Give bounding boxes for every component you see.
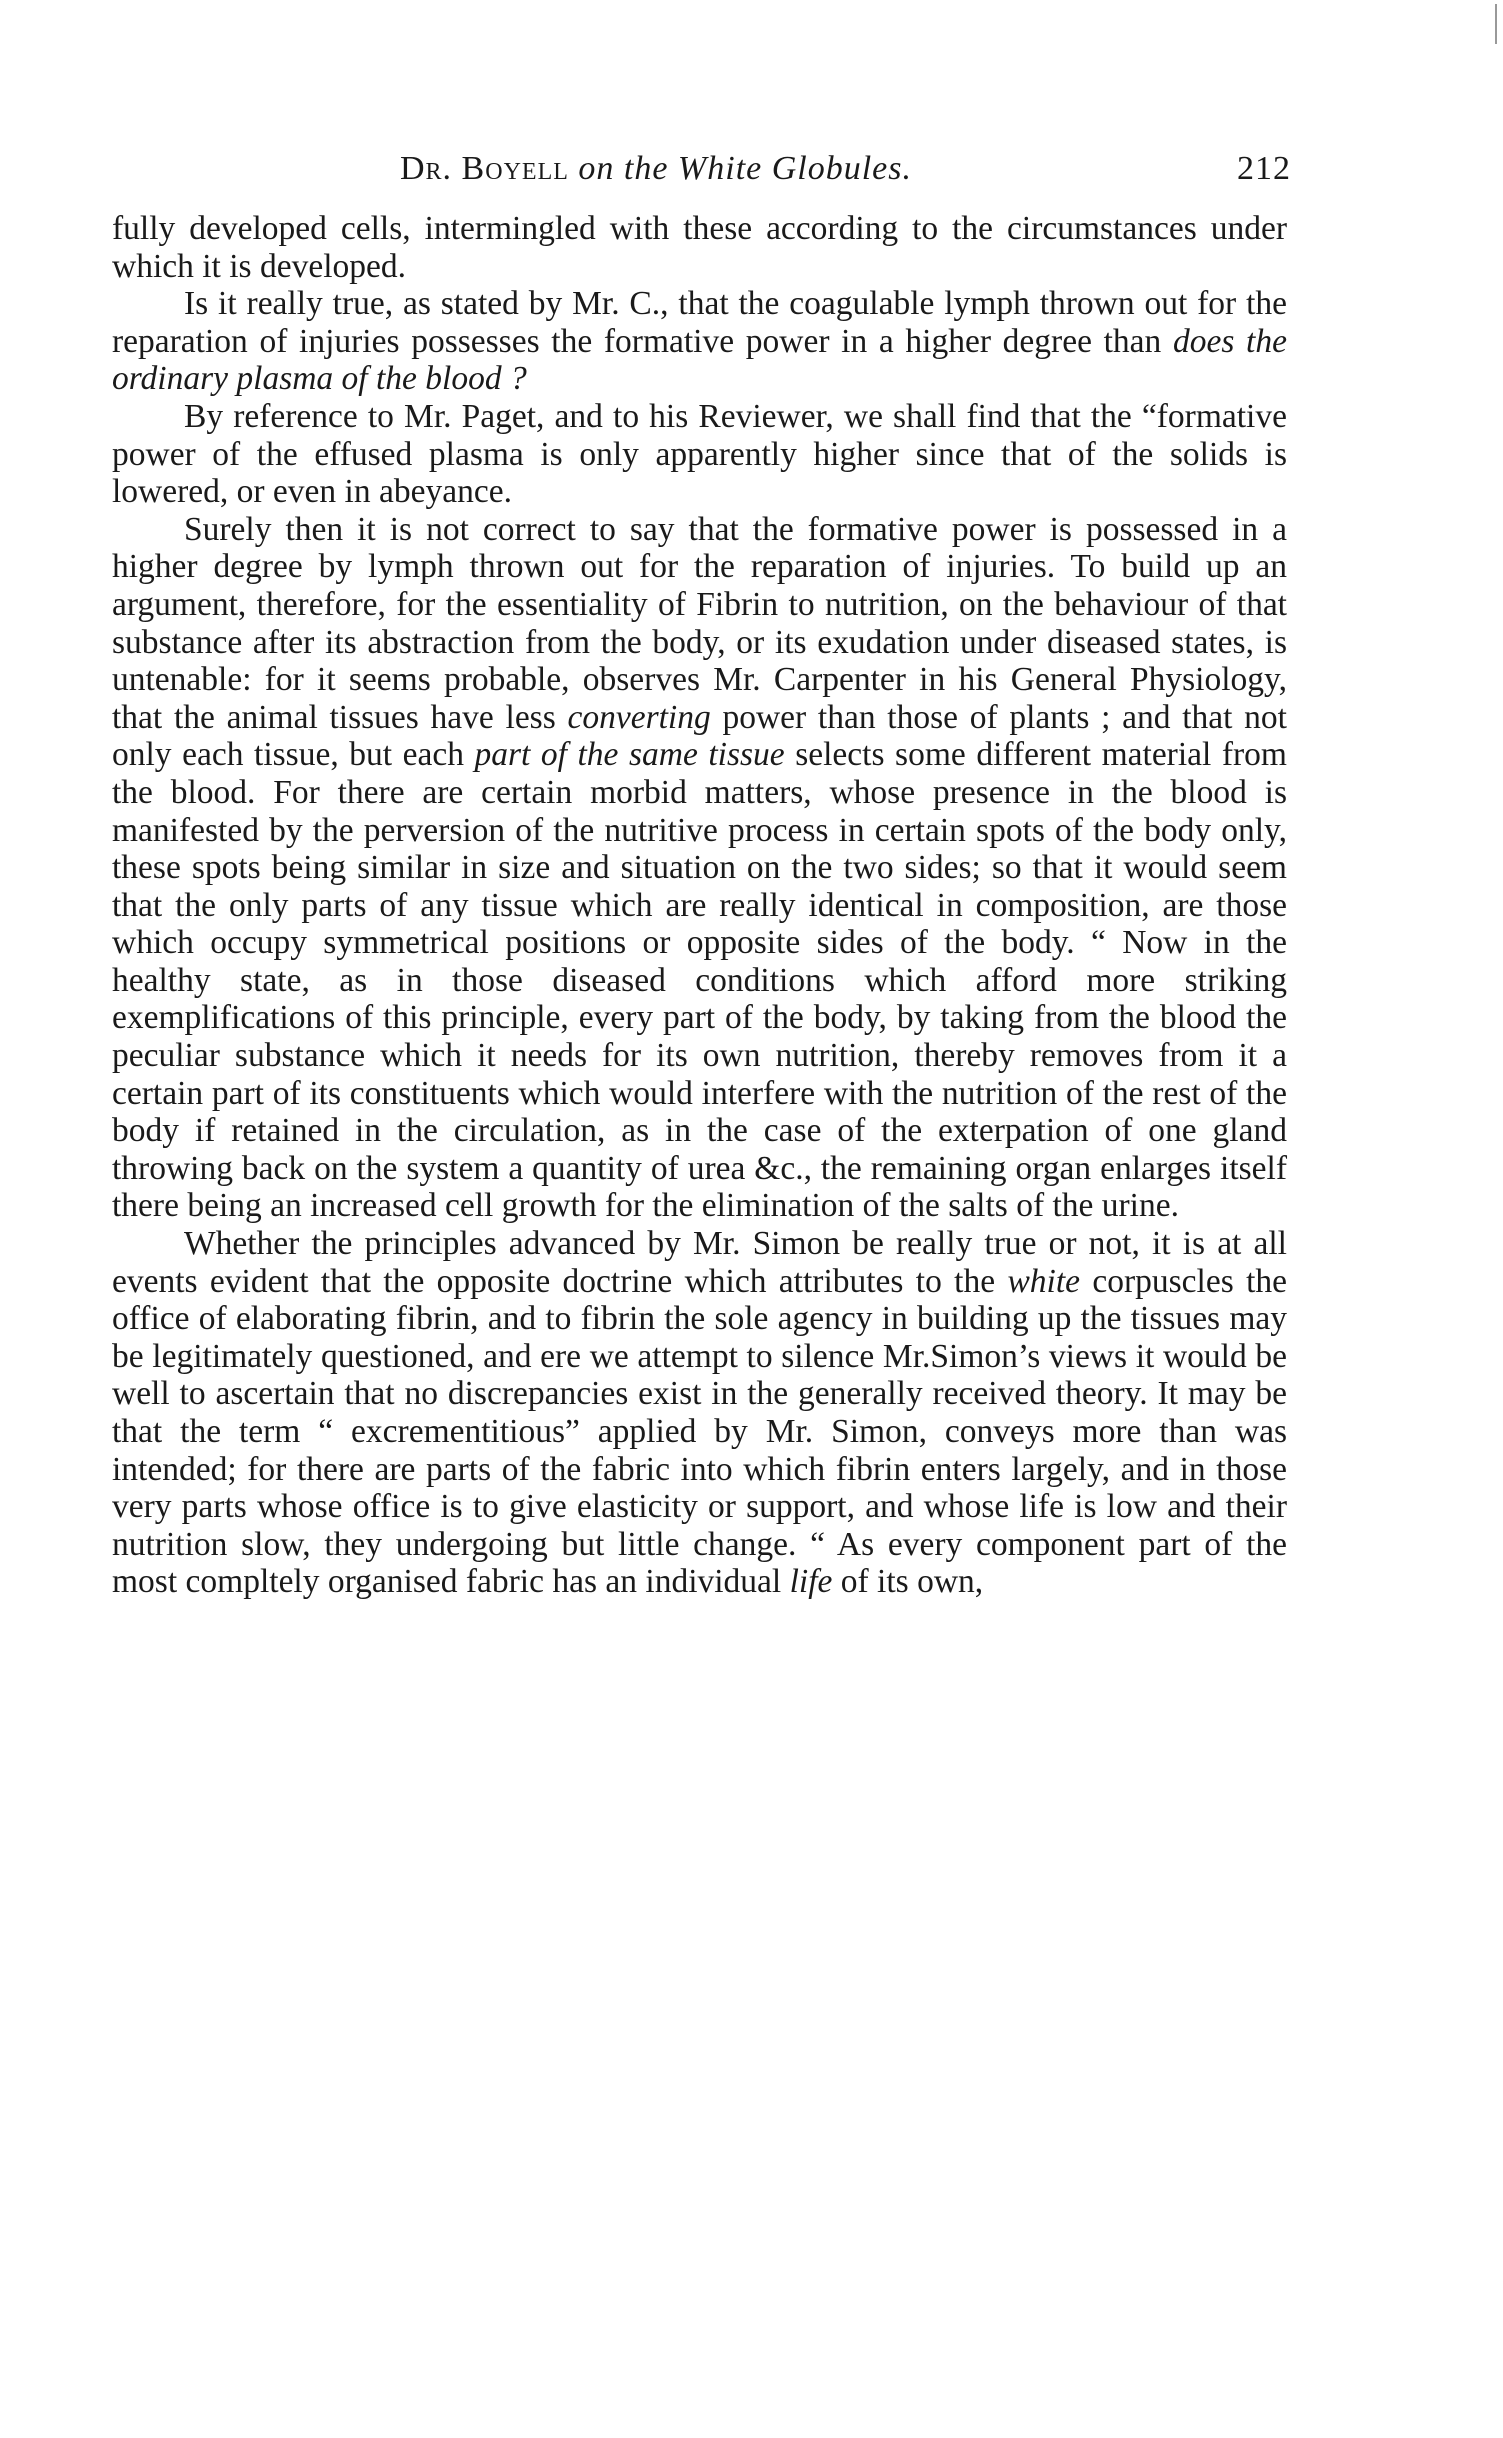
paragraph <box>112 1225 1287 1601</box>
text-run: of its own, <box>832 1563 984 1601</box>
running-title-author: Dr. Boyell <box>400 150 569 187</box>
paragraph <box>112 398 1287 511</box>
italic-text: converting <box>567 698 711 736</box>
paragraph <box>112 285 1287 398</box>
paragraph <box>112 210 1287 285</box>
italic-text: white <box>1007 1262 1081 1300</box>
italic-text: life <box>789 1563 833 1601</box>
text-run: fully developed cells, intermingled with these according to the circumstances under which it is developed. <box>112 210 1287 285</box>
text-run: power than those of plants ; and that not only each tissue, but each <box>112 698 1287 774</box>
page-number: 212 <box>1237 150 1291 187</box>
book-page <box>112 150 1291 1601</box>
text-run: Whether the principles advanced by Mr. Simon be really true or not, it is at all events evident that the opposite doctrine which attributes to the <box>112 1225 1287 1300</box>
text-run: corpuscles the office of elaborating fibrin, and to fibrin the sole agency in building up the tissues may be legitimately questioned, and ere we attempt to silence Mr.Simon’s views it would be well to ascertain that no discrepancies exist in the generally received theory. It may be that the term “ excrementitious” applied by Mr. Simon, conveys more than was intended; for there are parts of the fabric into which fibrin enters largely, and in those very parts whose office is to give elasticity or support, and whose life is low and their nutrition slow, they undergoing but little change. “ As every component part of the most compltely organised fabric has an individual <box>112 1262 1287 1601</box>
paragraph <box>112 511 1287 1225</box>
running-title-subject: on the White Globules. <box>578 150 913 187</box>
body-text <box>112 210 1287 1601</box>
text-run: By reference to Mr. Paget, and to his Reviewer, we shall find that the “formative power of the effused plasma is only apparently higher since that of the solids is lowered, or even in abeyance. <box>112 397 1287 511</box>
running-head <box>112 150 1291 210</box>
scan-edge-mark <box>1495 4 1497 44</box>
text-run: Surely then it is not correct to say that the formative power is possessed in a higher degree by lymph thrown out for the reparation of injuries. To build up an argument, therefore, for the essentiality of Fibrin to nutrition, on the behaviour of that substance after its abstraction from the body, or its exudation under diseased states, is untenable: for it seems probable, observes Mr. Carpenter in his General Physiology, that the animal tissues have less <box>112 510 1287 736</box>
text-run: Is it really true, as stated by Mr. C., that the coagulable lymph thrown out for the reparation of injuries possesses the formative power in a higher degree than <box>112 285 1287 360</box>
text-run: selects some different material from the blood. For there are certain morbid matters, whose presence in the blood is manifested by the perversion of the nutritive process in certain spots of the body only, these spots being similar in size and situation on the two sides; so that it would seem that the only parts of any tissue which are really identical in composition, are those which occupy symmetrical positions or opposite sides of the body. “ Now in the healthy state, as in those diseased conditions which afford more striking exemplifications of this principle, every part of the body, by taking from the blood the peculiar substance which it needs for its own nutrition, thereby removes from it a certain part of its constituents which would interfere with the nutrition of the rest of the body if retained in the circulation, as in the case of the exterpation of one gland throwing back on the system a quantity of urea &c., the remaining organ enlarges itself there being an increased cell growth for the elimination of the salts of the urine. <box>112 736 1287 1225</box>
running-title <box>400 150 912 188</box>
italic-text: part of the same tissue <box>474 736 785 774</box>
italic-text: does the ordinary plasma of the blood ? <box>112 322 1287 398</box>
